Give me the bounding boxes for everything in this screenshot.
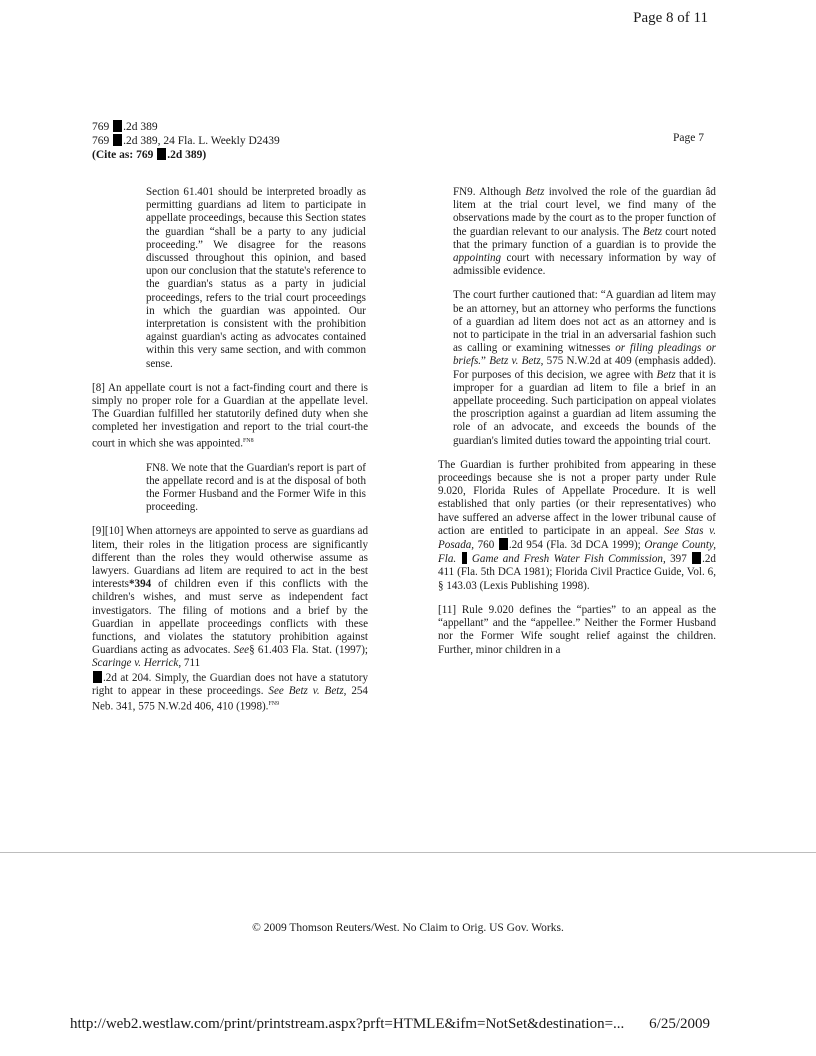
- redaction-mark: [113, 120, 122, 132]
- print-date: 6/25/2009: [649, 1016, 710, 1032]
- citation-text: .2d 389: [123, 121, 158, 133]
- paragraph-9-10: [9][10] When attorneys are appointed to serve as guardians ad litem, their roles in the litigation process are significantly different than the roles they would otherwise assume as lawyers. Guardians ad litem are required to act in the best interests*394 of children even if this conflicts with the children's wishes, and must serve as independent fact investigators. The filing of motions and a brief by the Guardian in appellate proceedings conflicts with these functions, and violates the statutory prohibition against Guardians acting as advocates. See§ 61.403 Fla. Stat. (1997); Scaringe v. Herrick, 711 .2d at 204. Simply, the Guardian does not have a statutory right to appear in these proceedings. See Betz v. Betz, 254 Neb. 341, 575 N.W.2d 406, 410 (1998).$^{FN9}$: [92, 525, 368, 713]
- case-link-betz[interactable]: Betz v. Betz,: [288, 684, 347, 697]
- citation-line: [92, 134, 280, 148]
- citation-text: (Cite as: 769: [92, 149, 154, 161]
- copyright-notice: © 2009 Thomson Reuters/West. No Claim to Orig. US Gov. Works.: [252, 922, 564, 934]
- redaction-mark: [93, 671, 102, 683]
- case-link-betz[interactable]: Betz v. Betz,: [489, 355, 544, 368]
- paragraph-8: [8] An appellate court is not a fact-finding court and there is simply no proper role for a Guardian at the appellate level. The Guardian fulfilled her statutorily defined duty when she completed her investigation and report to the trial court-the court in which she was appointed.$^{FN8}$: [92, 381, 368, 450]
- paragraph-rule-9020: The Guardian is further prohibited from appearing in these proceedings because she is not a proper party under Rule 9.020, Florida Rules of Appellate Procedure. It is well established that only parties (or their representatives) who have suffered an adverse affect in the lower tribunal cause of action are entitled to participate in an appeal. See Stas v. Posada, 760 .2d 954 (Fla. 3d DCA 1999); Orange County, Fla. Game and Fresh Water Fish Commission, 397 .2d 411 (Fla. 5th DCA 1981); Florida Civil Practice Guide, Vol. 6, § 143.03 (Lexis Publishing 1998).: [438, 458, 716, 592]
- citation-text: .2d 389, 24 Fla. L. Weekly D2439: [123, 135, 280, 147]
- star-page-marker: *394: [128, 578, 152, 591]
- footnote-ref-fn9[interactable]: FN9: [268, 701, 280, 707]
- citation-text: .2d 389): [167, 149, 207, 161]
- redaction-mark: [692, 552, 701, 564]
- footnote-8: FN8. We note that the Guardian's report is part of the appellate record and is at the disposal of both the Former Husband and the Former Wife in this proceeding.: [146, 461, 366, 514]
- redaction-mark: [157, 148, 166, 160]
- citation-block: [92, 120, 280, 162]
- footnote-ref-fn8[interactable]: FN8: [242, 437, 254, 444]
- paragraph-11: [11] Rule 9.020 defines the “parties” to an appeal as the “appellant” and the “appellee.” Neither the Former Husband nor the Former Wife sought relief against the children. Further, minor children in a: [438, 603, 716, 656]
- citation-line: [92, 120, 280, 134]
- page-of-counter: Page 8 of 11: [633, 10, 708, 26]
- footnote-9-quote: The court further cautioned that: “A guardian ad litem may be an attorney, but an attorney who performs the functions of a guardian ad litem does not act as an attorney and is not to participate in the trial in an adversarial fashion such as calling or examining witnesses or filing pleadings or briefs.” Betz v. Betz, 575 N.W.2d at 409 (emphasis added). For purposes of this decision, we agree with Betz that it is improper for a guardian ad litem to file a brief in an appellate proceeding. Such participation on appeal violates the proscription against a guardian ad litem assuming the role of an advocate, and exceeds the bounds of the guardian's limited duties toward the appointing trial court.: [453, 289, 716, 447]
- left-column: [92, 186, 368, 714]
- case-link-orange-county[interactable]: Orange County, Fla.: [438, 539, 716, 566]
- case-link-scaringe[interactable]: Scaringe v. Herrick,: [92, 657, 182, 670]
- quoted-argument: Section 61.401 should be interpreted broadly as permitting guardians ad litem to participate in appellate proceedings, because this Section states the guardian “shall be a party to any judicial proceeding.” We disagree for the reasons discussed throughout this opinion, and based upon our conclusion that the statute's reference to the guardian's status as a party in judicial proceedings, refers to the trial court proceedings in which the guardian was appointed. Our interpretation is consistent with the prohibition against guardian's acting as advocates contained within this very same section, and with common sense.: [146, 186, 366, 370]
- citation-text: 769: [92, 121, 110, 133]
- citation-text: 769: [92, 135, 110, 147]
- case-link-stas[interactable]: See Stas v. Posada,: [438, 524, 716, 552]
- page-number: Page 7: [673, 132, 704, 144]
- redaction-mark: [499, 538, 508, 550]
- footnote-9: FN9. Although Betz involved the role of the guardian âd litem at the trial court level, we find many of the observations made by the court as to the proper function of the guardian relevant to our analysis. The Betz court noted that the primary function of a guardian is to provide the appointing court with necessary information by way of admissible evidence.: [453, 186, 716, 278]
- redaction-mark: [113, 134, 122, 146]
- redaction-mark: [462, 552, 467, 564]
- footer-divider: [0, 852, 816, 853]
- right-column: [438, 186, 716, 657]
- cite-as-line: [92, 148, 280, 162]
- source-url[interactable]: http://web2.westlaw.com/print/printstream.aspx?prft=HTMLE&ifm=NotSet&destination=...: [70, 1016, 625, 1032]
